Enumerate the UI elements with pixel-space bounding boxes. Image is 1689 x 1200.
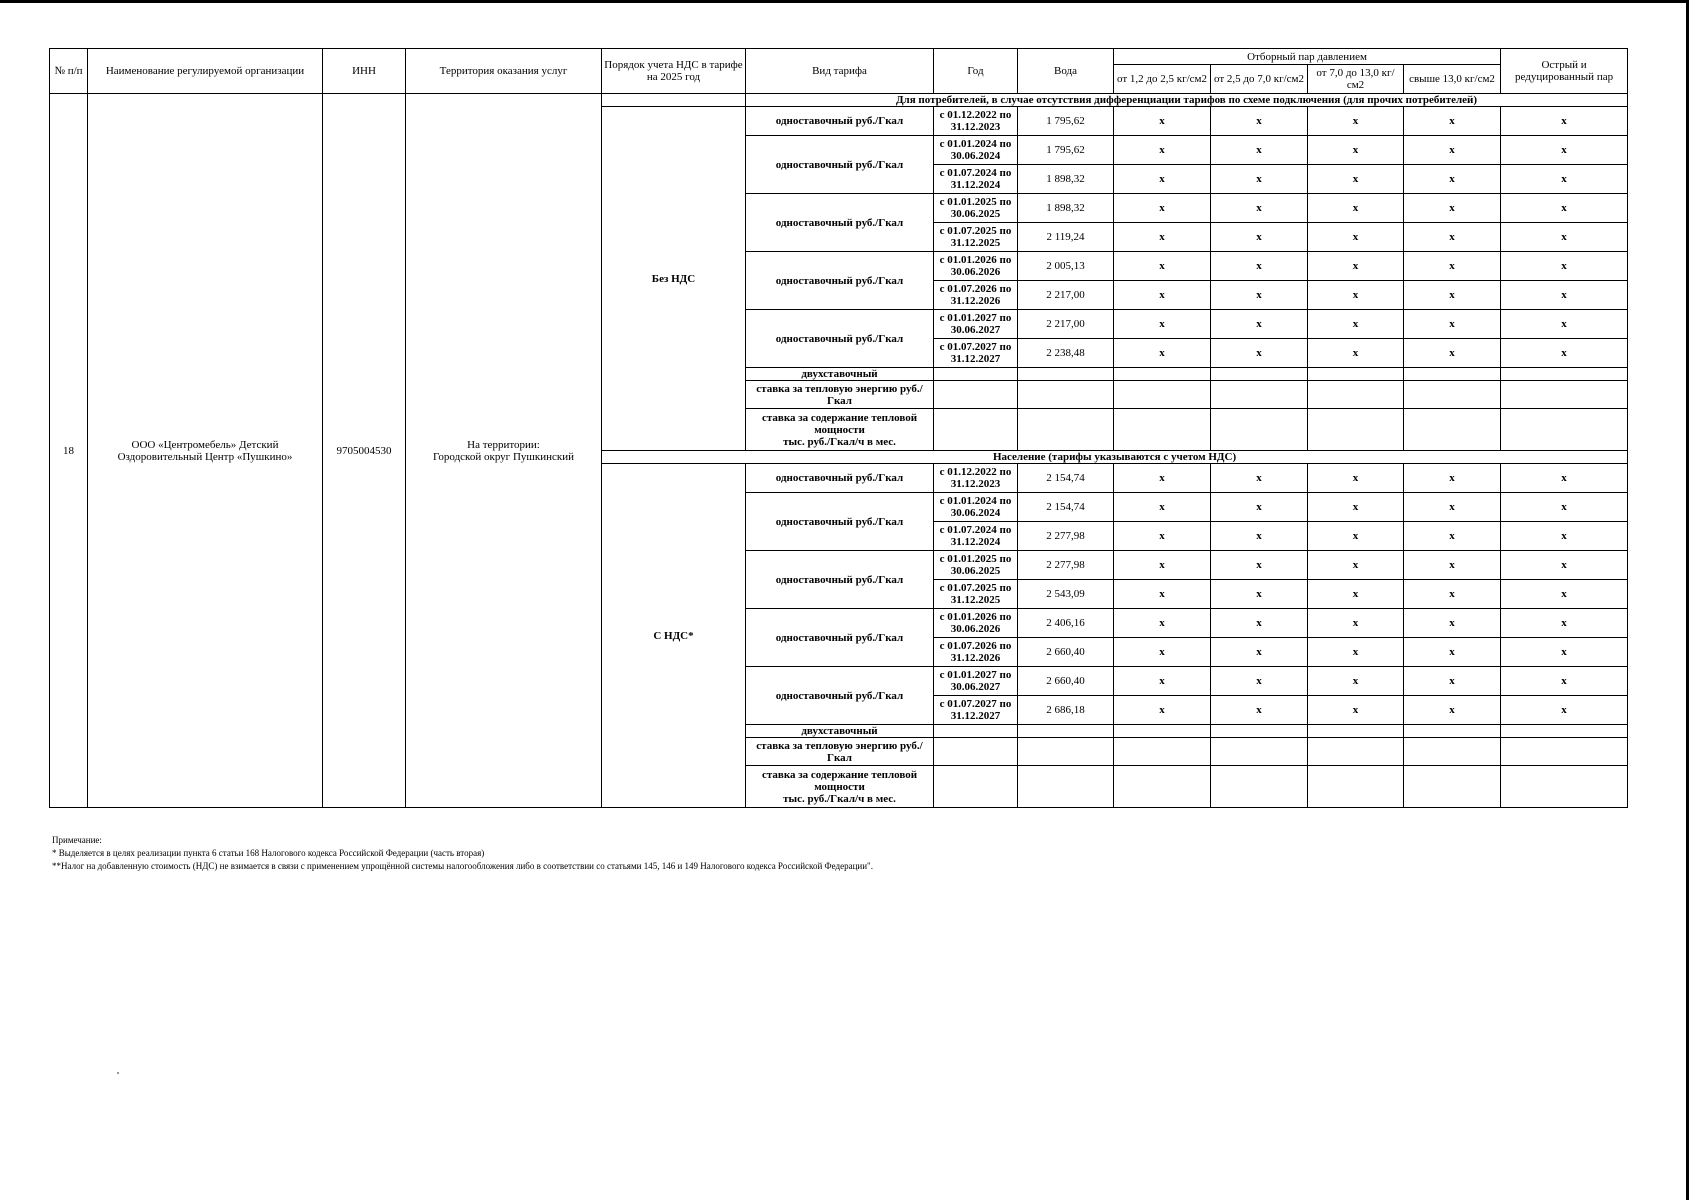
cross-cell: х <box>1308 580 1404 609</box>
cross-cell: х <box>1114 136 1211 165</box>
tariff-type-single: одноставочный руб./Гкал <box>746 464 934 493</box>
water-value: 2 277,98 <box>1018 522 1114 551</box>
energy-rate-label: ставка за тепловую энергию руб./Гкал <box>746 738 934 766</box>
capacity-rate-line-2: тыс. руб./Гкал/ч в мес. <box>783 435 896 448</box>
tariff-type-single: одноставочный руб./Гкал <box>746 493 934 551</box>
water-value: 2 686,18 <box>1018 696 1114 725</box>
cross-cell: х <box>1211 281 1308 310</box>
header-territory: Территория оказания услуг <box>406 49 602 94</box>
notes-title: Примечание: <box>52 835 102 845</box>
period-cell: с 01.07.2027 по 31.12.2027 <box>934 339 1018 368</box>
cross-cell: х <box>1404 580 1501 609</box>
cross-cell: х <box>1211 339 1308 368</box>
cross-cell: х <box>1114 194 1211 223</box>
cross-cell: х <box>1501 580 1628 609</box>
empty-cell <box>1404 368 1501 381</box>
cross-cell: х <box>1114 522 1211 551</box>
cross-cell: х <box>1404 609 1501 638</box>
period-cell: с 01.01.2024 по 30.06.2024 <box>934 136 1018 165</box>
cross-cell: х <box>1114 281 1211 310</box>
vat-order-label: С НДС* <box>602 464 746 808</box>
cross-cell: х <box>1114 464 1211 493</box>
empty-cell <box>1018 725 1114 738</box>
empty-cell <box>1501 725 1628 738</box>
cross-cell: х <box>1404 107 1501 136</box>
header-steam-1: от 1,2 до 2,5 кг/см2 <box>1114 65 1211 94</box>
cross-cell: х <box>1211 107 1308 136</box>
cross-cell: х <box>1114 551 1211 580</box>
cross-cell: х <box>1114 165 1211 194</box>
territory-line-1: На территории: <box>467 438 540 451</box>
empty-cell <box>934 368 1018 381</box>
energy-rate-label: ставка за тепловую энергию руб./Гкал <box>746 381 934 409</box>
tariff-type-single: одноставочный руб./Гкал <box>746 252 934 310</box>
cross-cell: х <box>1308 165 1404 194</box>
empty-cell <box>1404 725 1501 738</box>
section-title-row <box>50 94 1628 107</box>
cross-cell: х <box>1404 194 1501 223</box>
cross-cell: х <box>1501 493 1628 522</box>
water-value: 2 660,40 <box>1018 638 1114 667</box>
cross-cell: х <box>1211 580 1308 609</box>
cross-cell: х <box>1404 493 1501 522</box>
water-value: 2 238,48 <box>1018 339 1114 368</box>
cross-cell: х <box>1404 667 1501 696</box>
cross-cell: х <box>1211 609 1308 638</box>
water-value: 1 795,62 <box>1018 107 1114 136</box>
header-tariff-type: Вид тарифа <box>746 49 934 94</box>
cross-cell: х <box>1501 107 1628 136</box>
cross-cell: х <box>1501 339 1628 368</box>
tariff-type-single: одноставочный руб./Гкал <box>746 667 934 725</box>
header-water: Вода <box>1018 49 1114 94</box>
cross-cell: х <box>1308 609 1404 638</box>
territory <box>406 94 602 808</box>
cross-cell: х <box>1308 638 1404 667</box>
period-cell: с 01.12.2022 по 31.12.2023 <box>934 107 1018 136</box>
tariff-type-single: одноставочный руб./Гкал <box>746 310 934 368</box>
cross-cell: х <box>1404 551 1501 580</box>
empty-cell <box>1501 738 1628 766</box>
empty-cell <box>1018 381 1114 409</box>
cross-cell: х <box>1308 667 1404 696</box>
period-cell: с 01.01.2024 по 30.06.2024 <box>934 493 1018 522</box>
period-cell: с 01.07.2027 по 31.12.2027 <box>934 696 1018 725</box>
scan-speck <box>117 1072 119 1074</box>
water-value: 2 406,16 <box>1018 609 1114 638</box>
tariff-table <box>49 48 1628 808</box>
empty-cell <box>1211 766 1308 808</box>
empty-cell <box>1501 381 1628 409</box>
cross-cell: х <box>1114 667 1211 696</box>
cross-cell: х <box>1404 165 1501 194</box>
scan-top-edge <box>0 0 1689 3</box>
header-year: Год <box>934 49 1018 94</box>
capacity-rate-line-2: тыс. руб./Гкал/ч в мес. <box>783 792 896 805</box>
inn-value: 9705004530 <box>323 94 406 808</box>
tariff-type-double: двухставочный <box>746 725 934 738</box>
header-vat-order: Порядок учета НДС в тарифе на 2025 год <box>602 49 746 94</box>
tariff-type-single: одноставочный руб./Гкал <box>746 551 934 609</box>
header-sharp-steam: Острый и редуцированный пар <box>1501 49 1628 94</box>
tariff-type-double: двухставочный <box>746 368 934 381</box>
vat-order-label: Без НДС <box>602 107 746 451</box>
cross-cell: х <box>1211 551 1308 580</box>
cross-cell: х <box>1404 638 1501 667</box>
cross-cell: х <box>1114 223 1211 252</box>
cross-cell: х <box>1308 696 1404 725</box>
cross-cell: х <box>1114 609 1211 638</box>
cross-cell: х <box>1308 252 1404 281</box>
tariff-type-single: одноставочный руб./Гкал <box>746 136 934 194</box>
empty-cell <box>1211 738 1308 766</box>
empty-cell <box>1308 409 1404 451</box>
cross-cell: х <box>1211 493 1308 522</box>
water-value: 1 898,32 <box>1018 194 1114 223</box>
water-value: 2 217,00 <box>1018 310 1114 339</box>
cross-cell: х <box>1404 339 1501 368</box>
period-cell: с 01.07.2024 по 31.12.2024 <box>934 522 1018 551</box>
header-steam-4: свыше 13,0 кг/см2 <box>1404 65 1501 94</box>
cross-cell: х <box>1308 339 1404 368</box>
empty-cell <box>1018 738 1114 766</box>
header-steam-group: Отборный пар давлением <box>1114 49 1501 65</box>
period-cell: с 01.07.2026 по 31.12.2026 <box>934 638 1018 667</box>
section-title: Для потребителей, в случае отсутствия дифференциации тарифов по схеме подключения (для прочих потребителей) <box>746 94 1628 107</box>
empty-cell <box>934 409 1018 451</box>
cross-cell: х <box>1501 696 1628 725</box>
empty-cell <box>1501 766 1628 808</box>
period-cell: с 01.01.2025 по 30.06.2025 <box>934 194 1018 223</box>
period-cell: с 01.07.2024 по 31.12.2024 <box>934 165 1018 194</box>
cross-cell: х <box>1501 638 1628 667</box>
header-org: Наименование регулируемой организации <box>88 49 323 94</box>
empty-cell <box>1308 368 1404 381</box>
water-value: 1 795,62 <box>1018 136 1114 165</box>
capacity-rate-label <box>746 766 934 808</box>
cross-cell: х <box>1308 281 1404 310</box>
cross-cell: х <box>1114 493 1211 522</box>
cross-cell: х <box>1501 609 1628 638</box>
empty-cell <box>1211 381 1308 409</box>
cross-cell: х <box>1501 667 1628 696</box>
cross-cell: х <box>1308 522 1404 551</box>
empty-cell <box>1211 725 1308 738</box>
cross-cell: х <box>1211 252 1308 281</box>
empty-cell <box>1114 409 1211 451</box>
cross-cell: х <box>1114 107 1211 136</box>
tariff-type-single: одноставочный руб./Гкал <box>746 194 934 252</box>
empty-cell <box>1404 766 1501 808</box>
empty-cell <box>934 766 1018 808</box>
cross-cell: х <box>1211 464 1308 493</box>
water-value: 2 277,98 <box>1018 551 1114 580</box>
empty-cell <box>1018 409 1114 451</box>
cross-cell: х <box>1211 696 1308 725</box>
empty-cell <box>1308 738 1404 766</box>
period-cell: с 01.01.2026 по 30.06.2026 <box>934 252 1018 281</box>
cross-cell: х <box>1404 136 1501 165</box>
cross-cell: х <box>1501 310 1628 339</box>
tariff-table-body <box>50 94 1628 808</box>
cross-cell: х <box>1211 638 1308 667</box>
header-inn: ИНН <box>323 49 406 94</box>
period-cell: с 01.01.2027 по 30.06.2027 <box>934 667 1018 696</box>
empty-cell <box>1114 766 1211 808</box>
territory-line-2: Городской округ Пушкинский <box>433 450 574 463</box>
note-2: **Налог на добавленную стоимость (НДС) не взимается в связи с применением упрощённой системы налогообложения либо в соответствии со статьями 145, 146 и 149 Налогового кодекса Российской Федерации". <box>52 861 873 871</box>
cross-cell: х <box>1211 165 1308 194</box>
cross-cell: х <box>1501 464 1628 493</box>
period-cell: с 01.07.2026 по 31.12.2026 <box>934 281 1018 310</box>
cross-cell: х <box>1114 339 1211 368</box>
cross-cell: х <box>1404 464 1501 493</box>
period-cell: с 01.07.2025 по 31.12.2025 <box>934 223 1018 252</box>
cross-cell: х <box>1308 136 1404 165</box>
record-number: 18 <box>50 94 88 808</box>
cross-cell: х <box>1308 223 1404 252</box>
period-cell: с 01.07.2025 по 31.12.2025 <box>934 580 1018 609</box>
cross-cell: х <box>1114 252 1211 281</box>
empty-cell <box>1114 368 1211 381</box>
water-value: 2 217,00 <box>1018 281 1114 310</box>
cross-cell: х <box>1501 522 1628 551</box>
cross-cell: х <box>1501 165 1628 194</box>
water-value: 2 154,74 <box>1018 493 1114 522</box>
capacity-rate-line-1: ставка за содержание тепловой мощности <box>761 768 918 793</box>
tariff-type-single: одноставочный руб./Гкал <box>746 107 934 136</box>
empty-cell <box>934 725 1018 738</box>
cross-cell: х <box>1114 580 1211 609</box>
cross-cell: х <box>1211 136 1308 165</box>
empty-cell <box>1018 766 1114 808</box>
cross-cell: х <box>1114 696 1211 725</box>
capacity-rate-line-1: ставка за содержание тепловой мощности <box>761 411 918 436</box>
tariff-type-single: одноставочный руб./Гкал <box>746 609 934 667</box>
organization-name: ООО «Центромебель» Детский Оздоровительный Центр «Пушкино» <box>88 94 323 808</box>
cross-cell: х <box>1404 223 1501 252</box>
cross-cell: х <box>1211 223 1308 252</box>
empty-cell <box>1308 766 1404 808</box>
cross-cell: х <box>1211 194 1308 223</box>
cross-cell: х <box>1211 667 1308 696</box>
capacity-rate-label <box>746 409 934 451</box>
empty-cell <box>1018 368 1114 381</box>
cross-cell: х <box>1308 464 1404 493</box>
empty-cell <box>1308 381 1404 409</box>
empty-cell <box>1114 381 1211 409</box>
cross-cell: х <box>1501 194 1628 223</box>
cross-cell: х <box>1308 551 1404 580</box>
period-cell: с 01.01.2027 по 30.06.2027 <box>934 310 1018 339</box>
vat-blank-cell <box>602 94 746 107</box>
header-num: № п/п <box>50 49 88 94</box>
header-steam-2: от 2,5 до 7,0 кг/см2 <box>1211 65 1308 94</box>
note-1: * Выделяется в целях реализации пункта 6 статьи 168 Налогового кодекса Российской Федерации (часть вторая) <box>52 848 485 858</box>
cross-cell: х <box>1114 638 1211 667</box>
section-title: Население (тарифы указываются с учетом НДС) <box>602 451 1628 464</box>
notes <box>52 834 873 873</box>
cross-cell: х <box>1404 252 1501 281</box>
water-value: 2 543,09 <box>1018 580 1114 609</box>
water-value: 2 154,74 <box>1018 464 1114 493</box>
empty-cell <box>1404 738 1501 766</box>
cross-cell: х <box>1404 281 1501 310</box>
empty-cell <box>1501 368 1628 381</box>
cross-cell: х <box>1501 223 1628 252</box>
cross-cell: х <box>1308 107 1404 136</box>
cross-cell: х <box>1114 310 1211 339</box>
cross-cell: х <box>1501 281 1628 310</box>
empty-cell <box>1211 409 1308 451</box>
empty-cell <box>1404 409 1501 451</box>
cross-cell: х <box>1211 310 1308 339</box>
period-cell: с 01.01.2025 по 30.06.2025 <box>934 551 1018 580</box>
header-steam-3: от 7,0 до 13,0 кг/см2 <box>1308 65 1404 94</box>
water-value: 2 005,13 <box>1018 252 1114 281</box>
empty-cell <box>934 381 1018 409</box>
water-value: 2 660,40 <box>1018 667 1114 696</box>
empty-cell <box>1501 409 1628 451</box>
empty-cell <box>1114 738 1211 766</box>
water-value: 1 898,32 <box>1018 165 1114 194</box>
period-cell: с 01.01.2026 по 30.06.2026 <box>934 609 1018 638</box>
cross-cell: х <box>1404 310 1501 339</box>
cross-cell: х <box>1501 252 1628 281</box>
cross-cell: х <box>1404 522 1501 551</box>
cross-cell: х <box>1211 522 1308 551</box>
empty-cell <box>1211 368 1308 381</box>
period-cell: с 01.12.2022 по 31.12.2023 <box>934 464 1018 493</box>
cross-cell: х <box>1501 551 1628 580</box>
cross-cell: х <box>1501 136 1628 165</box>
empty-cell <box>1308 725 1404 738</box>
cross-cell: х <box>1308 194 1404 223</box>
cross-cell: х <box>1308 310 1404 339</box>
empty-cell <box>1114 725 1211 738</box>
water-value: 2 119,24 <box>1018 223 1114 252</box>
cross-cell: х <box>1404 696 1501 725</box>
empty-cell <box>1404 381 1501 409</box>
empty-cell <box>934 738 1018 766</box>
cross-cell: х <box>1308 493 1404 522</box>
